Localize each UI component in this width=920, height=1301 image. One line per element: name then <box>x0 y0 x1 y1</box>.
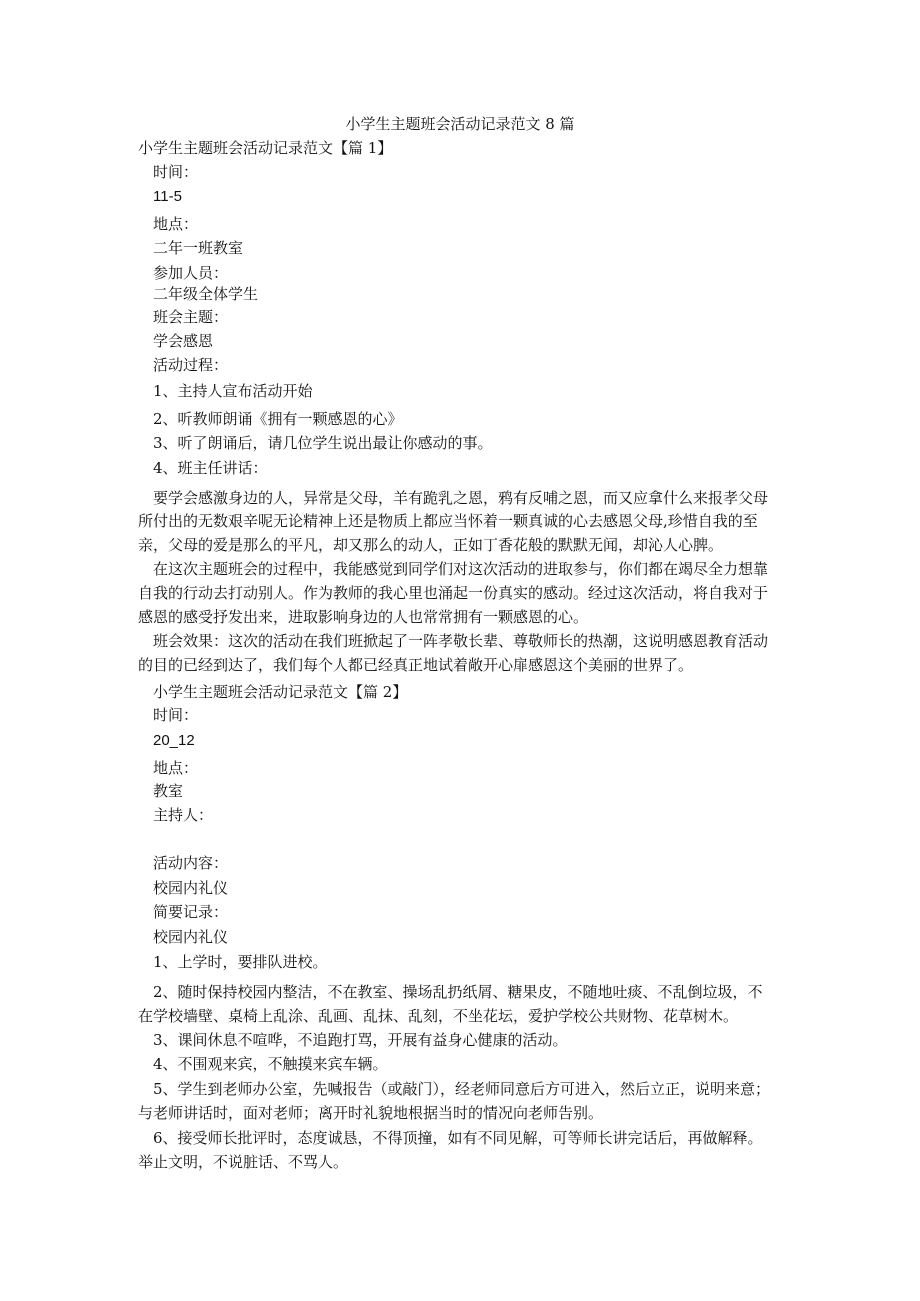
part2-rule-line: 1、上学时，要排队进校。 <box>153 953 328 971</box>
part1-paragraph-line: 自我的行动去打动别人。作为教师的我心里也涌起一份真实的感动。经过这次活动，将自我对于 <box>138 584 769 602</box>
part1-place-label: 地点： <box>153 215 199 233</box>
part1-paragraph-line: 要学会感激身边的人，异常是父母，羊有跪乳之恩，鸦有反哺之恩，而又应拿什么来报孝父母 <box>153 489 769 507</box>
part2-rule-line: 在学校墙壁、桌椅上乱涂、乱画、乱抹、乱刻，不坐花坛，爱护学校公共财物、花草树木。 <box>138 1007 739 1025</box>
document-title: 小学生主题班会活动记录范文 8 篇 <box>345 115 575 133</box>
part2-content-label: 活动内容： <box>153 854 229 872</box>
part1-time-value: 11-5 <box>153 188 182 205</box>
part2-heading: 小学生主题班会活动记录范文【篇 2】 <box>153 683 408 701</box>
part2-host-label: 主持人： <box>153 806 214 824</box>
part2-rule-line: 3、课间休息不喧哗，不追跑打骂，开展有益身心健康的活动。 <box>153 1031 568 1049</box>
part1-step: 3、听了朗诵后，请几位学生说出最让你感动的事。 <box>153 434 493 452</box>
part2-rule-line: 2、随时保持校园内整洁，不在教室、操场乱扔纸屑、糖果皮，不随地吐痰、不乱倒垃圾，不 <box>153 983 763 1001</box>
part1-paragraph-line: 亲，父母的爱是那么的平凡，却又那么的动人，正如丁香花般的默默无闻，却沁人心脾。 <box>138 536 724 554</box>
part1-paragraph-line: 所付出的无数艰辛呢无论精神上还是物质上都应当怀着一颗真诚的心去感恩父母,珍惜自我的至 <box>138 512 758 530</box>
part1-step: 1、主持人宣布活动开始 <box>153 382 313 400</box>
part1-step: 2、听教师朗诵《拥有一颗感恩的心》 <box>153 410 403 428</box>
part2-place-label: 地点： <box>153 759 199 777</box>
part1-theme-value: 学会感恩 <box>153 332 214 350</box>
part2-rule-line: 与老师讲话时，面对老师；离开时礼貌地根据当时的情况向老师告别。 <box>138 1104 604 1122</box>
part1-theme-label: 班会主题： <box>153 308 229 326</box>
part1-paragraph-line: 在这次主题班会的过程中，我能感觉到同学们对这次活动的进取参与，你们都在竭尽全力想靠 <box>153 560 769 578</box>
part1-time-label: 时间： <box>153 163 199 181</box>
part1-heading: 小学生主题班会活动记录范文【篇 1】 <box>138 139 393 157</box>
part1-participants-label: 参加人员： <box>153 264 229 282</box>
part2-rule-line: 举止文明，不说脏话、不骂人。 <box>138 1153 349 1171</box>
part1-paragraph-line: 感恩的感受抒发出来，进取影响身边的人也常常拥有一颗感恩的心。 <box>138 608 589 626</box>
part1-paragraph-line: 班会效果：这次的活动在我们班掀起了一阵孝敬长辈、尊敬师长的热潮，这说明感恩教育活动 <box>153 632 769 650</box>
part2-time-value: 20_12 <box>153 732 195 749</box>
part2-record-label: 简要记录： <box>153 903 229 921</box>
part2-rule-line: 6、接受师长批评时，态度诚恳，不得顶撞，如有不同见解，可等师长讲完话后，再做解释。 <box>153 1129 763 1147</box>
part1-process-label: 活动过程： <box>153 356 229 374</box>
part2-rule-line: 4、不围观来宾，不触摸来宾车辆。 <box>153 1055 388 1073</box>
part2-place-value: 教室 <box>153 782 184 800</box>
part2-content-value: 校园内礼仪 <box>153 879 229 897</box>
part2-record-value: 校园内礼仪 <box>153 928 229 946</box>
part1-place-value: 二年一班教室 <box>153 239 244 257</box>
part1-step: 4、班主任讲话： <box>153 459 268 477</box>
part1-participants-value: 二年级全体学生 <box>153 285 259 303</box>
part2-time-label: 时间： <box>153 706 199 724</box>
part1-paragraph-line: 的目的已经到达了，我们每个人都已经真正地试着敞开心扉感恩这个美丽的世界了。 <box>138 656 694 674</box>
part2-rule-line: 5、学生到老师办公室，先喊报告（或敲门），经老师同意后方可进入，然后立正，说明来意； <box>153 1080 771 1098</box>
